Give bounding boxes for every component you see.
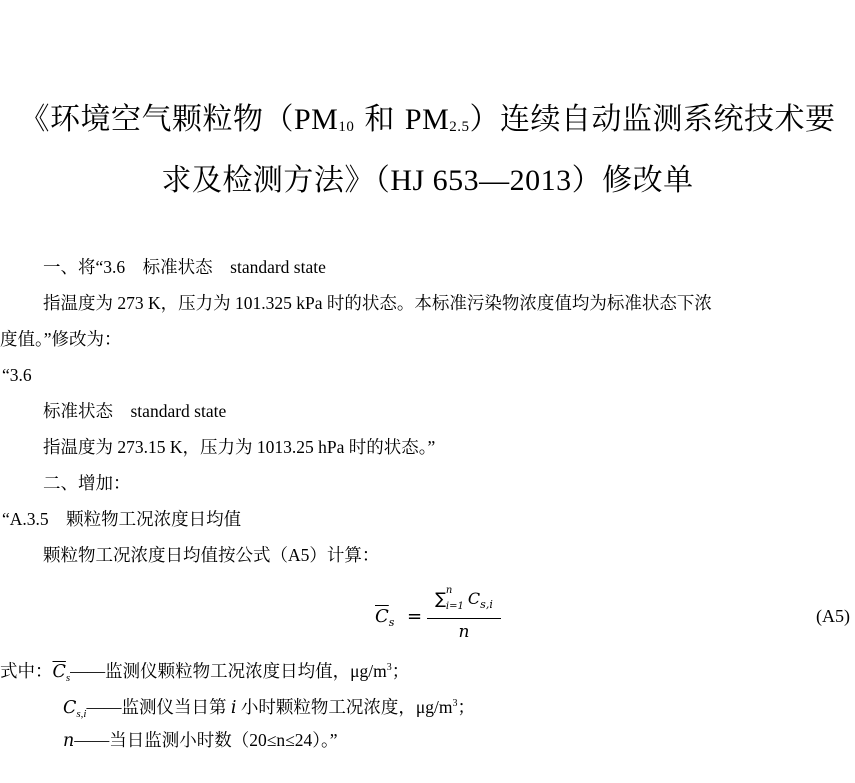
paragraph-line-9: 颗粒物工况浓度日均值按公式（A5）计算：	[43, 545, 380, 565]
title-line2a: 求及检测方法》（	[161, 163, 391, 198]
title-part2: ）连续自动监测系统技术要	[469, 102, 836, 137]
title-pm25: $PM_{2.5}$	[404, 103, 470, 136]
title-and: 和	[354, 102, 405, 137]
title-standard-code: HJ 653—2013	[390, 164, 572, 197]
definition-line-3: n——当日监测小时数（20≤n≤24）。”	[63, 730, 338, 751]
title-pm10: $PM_{10}$	[293, 103, 355, 136]
paragraph-line-5: 标准状态 standard state	[43, 401, 227, 421]
formula-equals: =	[407, 606, 423, 627]
formula-denominator: n	[458, 622, 470, 642]
paragraph-line-1: 一、将“3.6 标准状态 standard state	[43, 257, 326, 277]
title-part1: 《环境空气颗粒物（	[19, 102, 294, 137]
document-title-line-2	[0, 161, 855, 201]
paragraph-line-4: “3.6	[2, 365, 32, 385]
paragraph-line-6: 指温度为 273.15 K，压力为 1013.25 hPa 时的状态。”	[43, 437, 436, 457]
title-line2b: ）修改单	[571, 163, 694, 198]
paragraph-line-7: 二、增加：	[43, 473, 131, 493]
equation-number: (A5)	[816, 606, 850, 626]
paragraph-line-8: “A.3.5 颗粒物工况浓度日均值	[2, 509, 242, 529]
formula-numerator: ∑ n i=1 $C_{s,i}$	[435, 585, 493, 612]
document-title-line-1	[0, 100, 855, 147]
definition-line-1: 式中：$\overline{C}_s——$监测仪颗粒物工况浓度日均值，$\mu g/m^3$；	[0, 661, 410, 684]
paragraph-line-2: 指温度为 273 K，压力为 101.325 kPa 时的状态。本标准污染物浓度值均为标准状态下浓	[43, 293, 712, 313]
fraction-bar	[427, 618, 501, 619]
formula-a5	[375, 585, 505, 648]
paragraph-line-3: 度值。”修改为：	[0, 329, 122, 349]
formula-lhs: $\overline{C}_s$	[375, 606, 395, 629]
formula-fraction	[427, 585, 501, 643]
definition-line-2: $C_{s,i}——$监测仪当日第 i 小时颗粒物工况浓度，$\mu g/m^3$；	[63, 697, 475, 720]
